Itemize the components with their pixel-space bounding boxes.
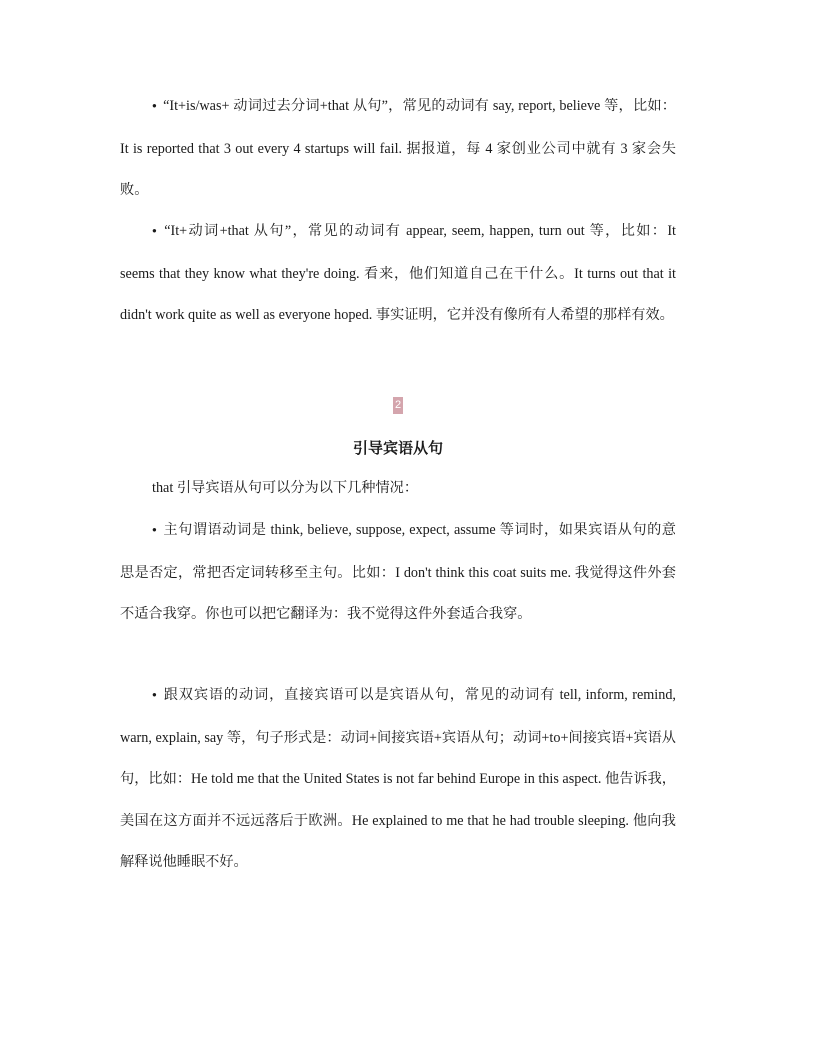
bullet-paragraph-negative-transfer: ● 主句谓语动词是 think, believe, suppose, expect, assume 等词时，如果宾语从句的意思是否定，常把否定词转移至主句。比如：I don't think this coat suits me. 我觉得这件外套不适合我穿。你也可以把它翻译为：我不觉得这件外套适合我穿。 (120, 510, 676, 636)
section-number-wrapper (120, 395, 676, 414)
bullet-paragraph-double-object: ● 跟双宾语的动词，直接宾语可以是宾语从句，常见的动词有 tell, inform, remind, warn, explain, say 等，句子形式是：动词+间接宾语+宾语从句；动词+to+间接宾语+宾语从句，比如：He told me that the United States is not far behind Europe in this aspect. 他告诉我，美国在这方面并不远远落后于欧洲。He explained to me that he had trouble sleeping. 他向我解释说他睡眠不好。 (120, 675, 676, 884)
bullet-paragraph-it-verb: ● “It+动词+that 从句”，常见的动词有 appear, seem, happen, turn out 等，比如：It seems that they know what they're doing. 看来，他们知道自己在干什么。It turns out that it didn't work quite as well as everyone hoped. 事实证明，它并没有像所有人希望的那样有效。 (120, 211, 676, 337)
section-intro: that 引导宾语从句可以分为以下几种情况： (152, 480, 419, 496)
section-number-badge: 2 (393, 397, 403, 414)
bullet-paragraph-it-passive: ● “It+is/was+ 动词过去分词+that 从句”，常见的动词有 say, report, believe 等，比如：It is reported that 3 out every 4 startups will fail. 据报道，每 4 家创业公司中就有 3 家会失败。 (120, 86, 676, 212)
section-heading: 引导宾语从句 (352, 439, 443, 457)
